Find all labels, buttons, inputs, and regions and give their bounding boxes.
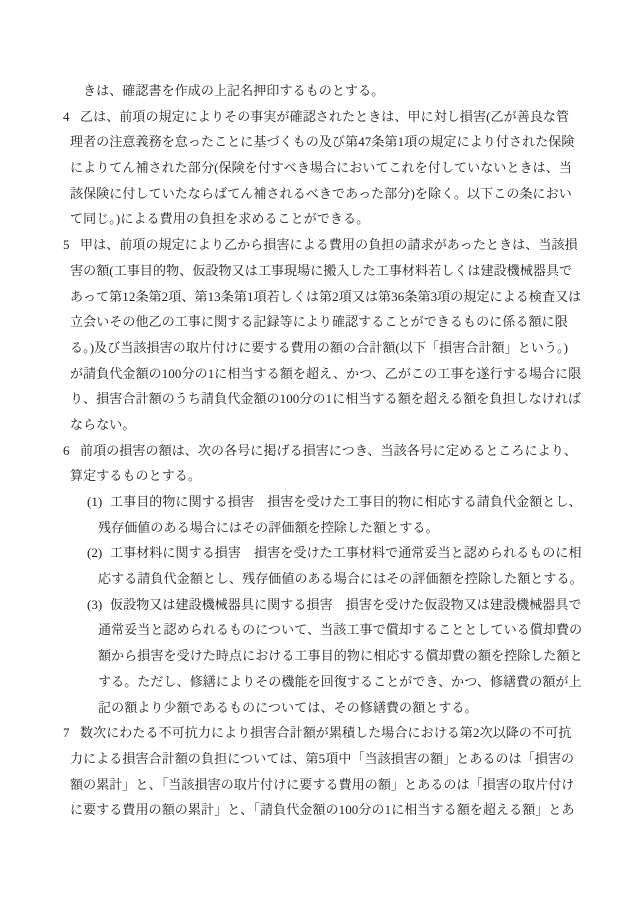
line-text: が請負代金額の100分の1に相当する額を超え、かつ、乙がこの工事を遂行する場合に限 (70, 365, 582, 381)
document-line (63, 361, 582, 387)
document-line (63, 438, 578, 464)
document-line (63, 104, 575, 130)
document-line (63, 129, 575, 155)
paragraph-number: 4 (63, 108, 70, 124)
document-line (63, 386, 582, 412)
line-text: 甲は、前項の規定により乙から損害による費用の負担の請求があったときは、当該損 (80, 237, 578, 253)
line-text: に要する費用の額の累計」と、「請負代金額の100分の1に相当する額を超える額」とあ (70, 802, 575, 818)
line-text: 前項の損害の額は、次の各号に掲げる損害につき、当該各号に定めるところにより、 (80, 442, 578, 458)
line-text: 工事材料に関する損害 損害を受けた工事材料で通常妥当と認められるものに相 (110, 545, 582, 561)
document-line (63, 540, 582, 566)
line-text: する。ただし、修繕によりその機能を回復することができ、かつ、修繕費の額が上 (98, 673, 582, 689)
document-line (63, 155, 575, 181)
line-text: 額の累計」と、「当該損害の取片付けに要する費用の額」とあるのは「損害の取片付け (70, 776, 575, 792)
line-text: 残存価値のある場合にはその評価額を控除した額とする。 (98, 519, 439, 535)
document-line (63, 797, 575, 823)
contract-text-block (63, 78, 583, 823)
line-text: 理者の注意義務を怠ったことに基づくもの及び第47条第1項の規定により付された保険 (70, 134, 575, 150)
line-text: 応する請負代金額とし、残存価値のある場合にはその評価額を控除した額とする。 (98, 571, 583, 587)
document-line (63, 181, 575, 207)
line-text: 数次にわたる不可抗力により損害合計額が累積した場合における第2次以降の不可抗 (80, 725, 572, 741)
line-text: 工事目的物に関する損害 損害を受けた工事目的物に相応する請負代金額とし、 (110, 494, 582, 509)
document-line (63, 258, 575, 284)
line-text: 立会いその他乙の工事に関する記録等により確認することができるものに係る額に限 (70, 314, 568, 330)
document-line (63, 515, 575, 541)
document-line (63, 643, 583, 669)
line-text: 害の額(工事目的物、仮設物又は工事現場に搬入した工事材料若しくは建設機械器具で (70, 262, 573, 278)
document-line (63, 746, 575, 772)
line-text: 額から損害を受けた時点における工事目的物に相応する償却費の額を控除した額と (98, 648, 583, 664)
document-line (63, 284, 582, 310)
document-line (63, 232, 578, 258)
document-line (63, 720, 575, 746)
line-text: 該保険に付していたならばてん補されるべきであった部分)を除く。以下この条におい (70, 185, 572, 201)
document-line (63, 206, 575, 232)
document-line (63, 592, 582, 618)
document-line (63, 772, 575, 798)
paragraph-number: 5 (63, 237, 70, 253)
document-line (63, 669, 582, 695)
document-line (63, 335, 575, 361)
line-text: ならない。 (70, 416, 136, 432)
document-line (63, 695, 575, 721)
line-text: 力による損害合計額の負担については、第5項中「当該損害の額」とあるのは「損害の (70, 750, 575, 766)
document-line (63, 463, 575, 489)
line-text: 記の額より少額であるものについては、その修繕費の額とする。 (98, 699, 478, 715)
line-text: 乙は、前項の規定によりその事実が確認されたときは、甲に対し損害(乙が善良な管 (80, 108, 570, 124)
document-line (63, 617, 583, 643)
line-text: る。)及び当該損害の取片付けに要する費用の額の合計額(以下「損害合計額」という。) (70, 339, 569, 355)
document-line (63, 412, 575, 438)
line-text: 通常妥当と認められるものについて、当該工事で償却することとしている償却費の (98, 622, 583, 638)
line-text: きは、確認書を作成の上記名押印するものとする。 (83, 83, 385, 98)
line-text: り、損害合計額のうち請負代金額の100分の1に相当する額を超える額を負担しなければ (70, 391, 582, 407)
document-line (63, 309, 575, 335)
line-text: て同じ。)による費用の負担を求めることができる。 (70, 211, 370, 227)
line-text: によりてん補された部分(保険を付すべき場合においてこれを付していないときは、当 (70, 160, 572, 176)
item-number: (2) (87, 545, 103, 561)
document-line (63, 489, 582, 515)
item-number: (1) (87, 494, 103, 509)
line-text: 仮設物又は建設機械器具に関する損害 損害を受けた仮設物又は建設機械器具で (110, 596, 582, 612)
paragraph-number: 7 (63, 725, 70, 741)
paragraph-number: 6 (63, 442, 70, 458)
line-text: あって第12条第2項、第13条第1項若しくは第2項又は第36条第3項の規定による検査又は (70, 288, 582, 304)
item-number: (3) (87, 596, 103, 612)
line-text: 算定するものとする。 (70, 468, 202, 484)
document-line (63, 566, 583, 592)
document-line (63, 78, 575, 104)
